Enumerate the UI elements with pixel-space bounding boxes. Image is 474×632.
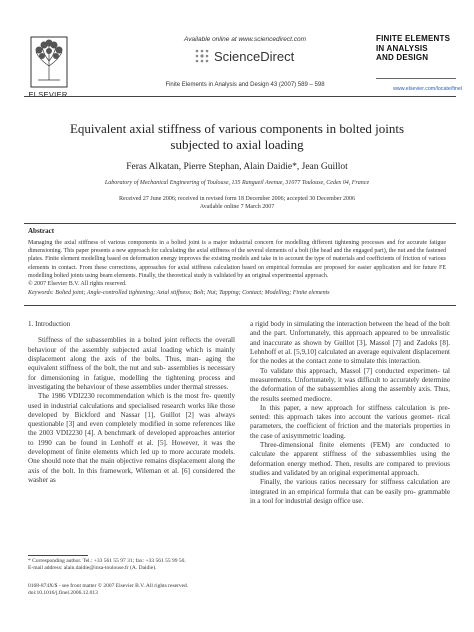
journal-name <box>376 34 456 63</box>
journal-name-line: AND DESIGN <box>376 53 429 62</box>
title-line: Equivalent axial stiffness of various components in bolted joints <box>69 121 405 136</box>
text-line: properties in the case of axisymmetric loading. <box>250 422 451 440</box>
text-line: which led up to more accurate models. One should note that the <box>28 448 236 466</box>
elsevier-tree-logo <box>30 36 68 88</box>
text-line: simulate this interaction. <box>350 357 421 366</box>
paragraph <box>250 478 450 506</box>
abstract-copyright: © 2007 Elsevier B.V. All rights reserved. <box>28 281 127 288</box>
text-line: grammable in a tool for industrial design office use. <box>250 487 450 505</box>
text-line: et al. [5]. However, it was the development of finite elements <box>28 438 235 457</box>
keywords: Keywords: Bolted joint; Angle-controlled tightening; Axial stiffness; Bolt; Nut; Tapping; Contact; Modelling; Finite elements <box>28 290 330 296</box>
text-line: Finally, the various ratios necessary for stiffness calculation <box>260 478 439 487</box>
front-matter <box>28 583 248 597</box>
journal-name-line: FINITE ELEMENTS <box>376 34 451 43</box>
text-line: main objective remains displacement along the axis of the bolt. <box>28 457 235 475</box>
journal-rule <box>376 78 456 79</box>
text-line: approach. <box>391 469 420 477</box>
text-line: assemblies is necessary for dimensioning in fatigue, modelling <box>28 364 235 382</box>
paragraph <box>28 392 235 485</box>
text-line: equivalent displacement for the nodes at the contact zone to <box>250 347 451 366</box>
received-dates <box>40 195 434 211</box>
article-title <box>40 121 434 153</box>
affiliation: Laboratory of Mechanical Engineering of Toulouse, 135 Rangueil Avenue, 31077 Toulouse, Cedex 04, France <box>104 180 370 186</box>
abstract-bottom-rule <box>24 305 456 306</box>
available-line: Available online 7 March 2007 <box>199 204 275 210</box>
left-column <box>28 320 235 485</box>
text-line: the deformation energy method. Then, results are compared <box>250 450 450 468</box>
text-line: the tightening process and investigating the behaviour of these <box>28 373 235 391</box>
text-line: which is mainly displacement along the axis of the bolts. Thus, man- <box>28 345 235 363</box>
text-line: rical parameters, the coefficient of friction and the materials <box>250 413 450 431</box>
footnotes <box>28 558 235 572</box>
paragraph <box>250 320 450 367</box>
paragraph <box>250 367 450 404</box>
available-online: Available online at www.sciencedirect.com <box>184 36 306 43</box>
text-line: overall behaviour of the assembly subjected axial loading <box>28 336 235 354</box>
text-line: to previous studies and validated by an original experimental <box>250 459 450 477</box>
abstract-heading: Abstract <box>28 227 55 235</box>
text-line: works like those developed by Bickford and Nassar [1], Guillot <box>28 401 236 419</box>
received-line: Received 27 June 2006; received in revised form 18 December 2006; accepted 30 December 2006 <box>119 196 355 202</box>
text-line: a rigid body in simulating the interaction between the head of <box>250 320 427 328</box>
paragraph <box>250 404 450 441</box>
text-line: aging the equivalent stiffness of the bolt, the nut and sub- <box>28 354 235 373</box>
text-line: [2] was always questionable [3] and even completely modified <box>28 410 235 429</box>
publisher-name: ELSEVIER <box>28 90 68 99</box>
journal-reference: Finite Elements in Analysis and Design 43 (2007) 589 – 598 <box>165 82 325 88</box>
text-line: the bolt and the part. Unfortunately, this approach appeared to <box>250 320 450 338</box>
issn-line: 0168-874X/$ - see front matter © 2007 Elsevier B.V. All rights reserved. <box>28 583 189 589</box>
text-line: In this paper, a new approach for stiffness calculation is pre- <box>260 403 450 412</box>
sciencedirect-dots-icon <box>194 48 210 64</box>
text-line: calculate the apparent stiffness of the subassemblies using <box>250 450 437 459</box>
sciencedirect-wordmark: ScienceDirect <box>214 48 295 64</box>
abstract-text <box>28 239 446 288</box>
abstract-paragraph: Managing the axial stiffness of various components in a bolted joint is a major industrial concern for modelling different tightening processes and for accurate fatigue dimensioning. This paper presents a new approach for calculating the axial stiffness of the several elements of a bolt (the head and the engaged part), the nut and the fastened plates. Finite element modelling based on deformation energy improves the existing models and take in to account the type of materials and coefficients of friction of various elements in contact. From these corrections, approaches for axial stiffness calculation based on empirical formulas are proposed for easier application and for future FE modelling bolted joints using beam elements. Finally, the theoretical study is validated by an original experimental approach. <box>28 240 446 279</box>
text-line: in some references like the 2003 VDI2230 [4]. A benchmark of <box>28 420 235 438</box>
footnote-corresponding: * Corresponding author. Tel.: +33 561 55 97 31; fax: +33 561 55 99 50. <box>28 558 186 564</box>
header-divider <box>24 96 456 97</box>
text-line: be unrealistic and inaccurate as shown by Guillot [3], Massol [7] <box>250 329 451 347</box>
text-line: sented: this approach takes into account the various geomet- <box>250 413 434 422</box>
text-line: and Zadoks [8]. Lehnhoff et al. [5,9,10] calculated an average <box>250 338 451 356</box>
text-line: assemblies under thermal stresses. <box>131 382 229 391</box>
paragraph <box>28 336 235 392</box>
text-line: Three-dimensional finite elements (FEM) are conducted to <box>260 441 450 450</box>
abstract-top-rule <box>24 223 456 224</box>
sciencedirect-logo <box>194 45 314 67</box>
section-heading: 1. Introduction <box>28 320 71 328</box>
footnote-email: E-mail address: alain.daidie@insa-toulouse.fr (A. Daidie). <box>28 565 157 571</box>
footnote-rule <box>28 555 88 556</box>
journal-name-line: IN ANALYSIS <box>376 43 428 53</box>
doi-line: doi:10.1016/j.finel.2006.12.013 <box>28 590 98 596</box>
title-line: subjected to axial loading <box>170 137 304 152</box>
right-column <box>250 320 450 506</box>
paragraph <box>250 441 450 478</box>
journal-url-link[interactable]: www.elsevier.com/locate/finel <box>393 86 462 92</box>
text-line: The 1986 VDI2230 recommendation which is the most fre- <box>38 392 212 401</box>
authors: Feras Alkatan, Pierre Stephan, Alain Daidie*, Jean Guillot <box>126 162 348 172</box>
text-line: determine the deformation of the subassemblies along the <box>250 375 450 394</box>
text-line: assembly axis. Thus, the results seemed mediocre. <box>250 385 450 403</box>
text-line: In this framework, Wileman et al. [6] considered the washer as <box>28 466 235 484</box>
text-line: are integrated in an empirical formula that can be easily pro- <box>250 478 450 496</box>
text-line: tal measurements. Unfortunately, it was difficult to accurately <box>250 366 450 384</box>
text-line: Stiffness of the subassemblies in a bolted joint reflects the <box>38 336 213 345</box>
text-line: quently used in industrial calculations and specialised research <box>28 392 235 410</box>
text-line: To validate this approach, Massol [7] conducted experimen- <box>260 366 440 375</box>
text-line: developed approaches anterior to 1990 can be found in Lenhoff <box>28 429 235 447</box>
